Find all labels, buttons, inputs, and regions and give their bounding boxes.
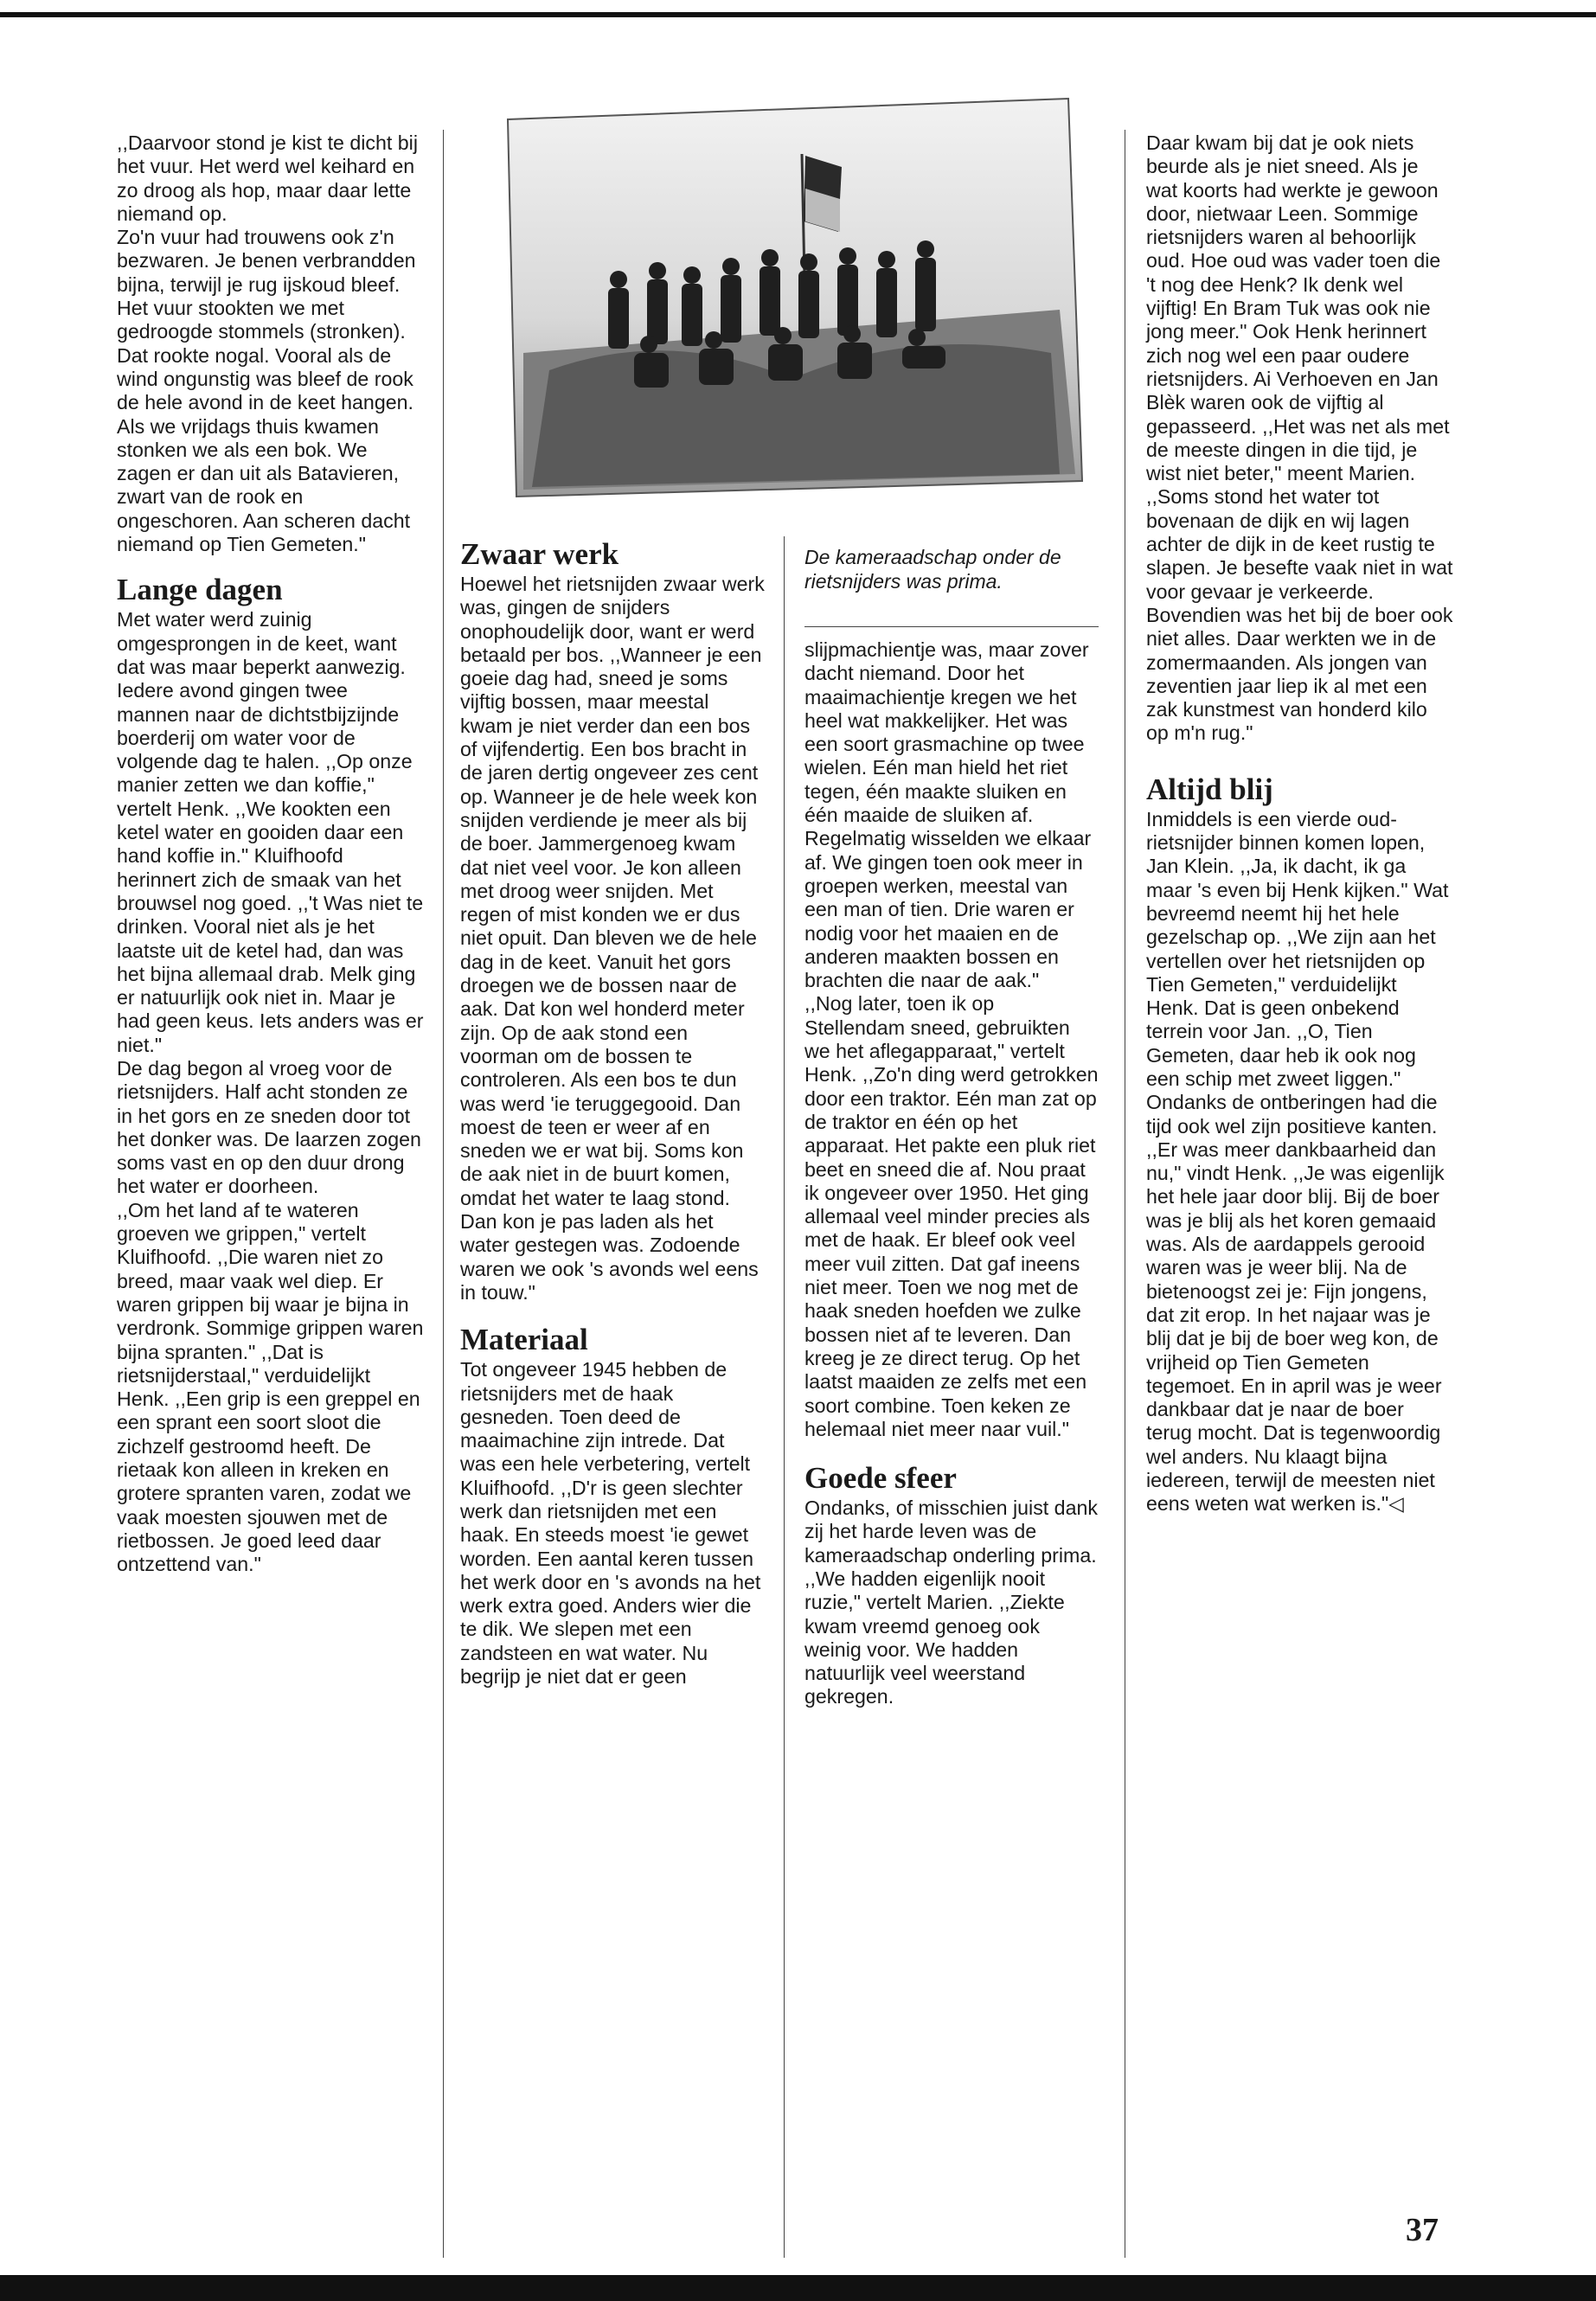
top-border-line [0, 12, 1596, 17]
column-1 [117, 131, 424, 1577]
section-heading-materiaal: Materiaal [460, 1323, 588, 1357]
column-4 [1146, 131, 1453, 1516]
paragraph: Met water werd zuinig omgesprongen in de keet, want dat was maar beperkt aanwezig. Iedere avond gingen twee mannen naar de dichtstbijzijnde boerderij om water voor de volgende dag te halen. ,,Op onze manier zetten we dan koffie," vertelt Henk. ,,We kookten een ketel water en gooiden daar een hand koffie in." Kluifhoofd herinnert zich de smaak van het brouwsel nog goed. ,,'t Was niet te drinken. Vooral niet als je het laatste uit de ketel had, dan was het bijna allemaal drab. Melk ging er natuurlijk ook niet in. Maar je had geen keus. Iets anders was er niet." [117, 608, 424, 1056]
paragraph: slijpmachientje was, maar zover dacht niemand. Door het maaimachientje kregen we het heel wat makkelijker. Het was een soort grasmachine op twee wielen. Eén man hield het riet tegen, één maakte sluiken en één maaide de sluiken af. Regelmatig wisselden we elkaar af. We gingen toen ook meer in groepen werken, meestal van een man of tien. Drie waren er nodig voor het maaien en de anderen maakten bossen en brachten die naar de aak." [804, 638, 1092, 992]
paragraph: Daar kwam bij dat je ook niets beurde als je niet sneed. Als je wat koorts had werkte je gewoon door, nietwaar Leen. Sommige rietsnijders waren al behoorlijk oud. Hoe oud was vader toen die 't nog dee Henk? Ik denk wel vijftig! En Bram Tuk was ook nie jong meer." Ook Henk herinnert zich nog wel een paar oudere rietsnijders. Ai Verhoeven en Jan Blèk waren ook de vijftig al gepasseerd. ,,Het was net als met de meeste dingen in die tijd, je wist niet beter," meent Marien. ,,Soms stond het water tot bovenaan de dijk en wij lagen achter de dijk in de keet rustig te slapen. Je besefte vaak niet in wat voor gevaar je verkeerde. Bovendien was het bij de boer ook niet alles. Daar werkten we in de zomermaanden. Als jongen van zeventien jaar liep ik al met een zak kunstmest van honderd kilo op m'n rug." [1146, 131, 1453, 745]
caption-underline [804, 626, 1099, 627]
section-heading-lange-dagen: Lange dagen [117, 573, 283, 607]
group-photo [497, 93, 1086, 500]
column-2 [460, 536, 765, 1689]
page-number: 37 [1406, 2212, 1439, 2248]
paragraph: De dag begon al vroeg voor de rietsnijders. Half acht stonden ze in het gors en ze sneden door tot het donker was. De laarzen zogen soms vast en op den duur drong het water er doorheen. [117, 1056, 421, 1198]
photo-caption: De kameraadschap onder de rietsnijders was prima. [804, 546, 1061, 593]
bottom-border-bar [0, 2275, 1596, 2301]
column-divider [784, 536, 785, 2258]
paragraph: Inmiddels is een vierde oud-rietsnijder binnen komen lopen, Jan Klein. ,,Ja, ik dacht, ik ga maar 's even bij Henk kijken." Wat bevreemd neemt hij het hele gezelschap op. ,,We zijn aan het vertellen over het rietsnijden op Tien Gemeten," verduidelijkt Henk. Dat is geen onbekend terrein voor Jan. ,,O, Tien Gemeten, daar heb ik ook nog een schip met zweet liggen." Ondanks de ontberingen had die tijd ook wel zijn positieve kanten. ,,Er was meer dankbaarheid dan nu," vindt Henk. ,,Je was eigenlijk het hele jaar door blij. Bij de boer was je blij als het koren gemaaid was. Als de aardappels gerooid waren was je weer blij. Na de bietenoogst zei je: Fijn jongens, dat zit erop. In het najaar was je blij dat je bij de boer weg kon, de vrijheid op Tien Gemeten tegemoet. En in april was je weer dankbaar dat je naar de boer terug mocht. Dat is tegenwoordig wel anders. Nu klaagt bijna iedereen, terwijl de meesten niet eens weten wat werken is."◁ [1146, 807, 1449, 1516]
section-heading-goede-sfeer: Goede sfeer [804, 1461, 957, 1496]
group-photo-image [497, 93, 1086, 500]
paragraph: Tot ongeveer 1945 hebben de rietsnijders met de haak gesneden. Toen deed de maaimachine zijn intrede. Dat was een hele verbetering, vertelt Kluifhoofd. ,,D'r is geen slechter werk dan rietsnijden met een haak. En steeds moest 'ie gewet worden. Een aantal keren tussen het werk door en 's avonds na het werk extra goed. Anders wier die te dik. We slepen met een zandsteen en wat water. Nu begrijp je niet dat er geen [460, 1358, 761, 1689]
column-3 [804, 638, 1099, 1709]
section-heading-zwaar-werk: Zwaar werk [460, 537, 619, 571]
paragraph: Ondanks, of misschien juist dank zij het harde leven was de kameraadschap onderling prima. ,,We hadden eigenlijk nooit ruzie," vertelt Marien. ,,Ziekte kwam vreemd genoeg ook weinig voor. We hadden natuurlijk veel weerstand gekregen. [804, 1497, 1098, 1708]
paragraph: ,,Nog later, toen ik op Stellendam sneed, gebruikten we het aflegapparaat," vertelt Henk. ,,Zo'n ding werd getrokken door een traktor. Eén man zat op de traktor en één op het apparaat. Het pakte een pluk riet beet en sneed die af. Nou praat ik ongeveer over 1950. Het ging allemaal veel minder precies als met de haak. Er bleef ook veel meer vuil zitten. Dat gaf ineens niet meer. Toen we nog met de haak sneden hoefden we zulke bossen niet af te leveren. Dan kreeg je ze direct terug. Op het laatst maaiden ze zelfs met een soort combine. Toen keken ze helemaal niet meer naar vuil." [804, 992, 1099, 1440]
column-divider [443, 130, 444, 2258]
paragraph: ,,Daarvoor stond je kist te dicht bij het vuur. Het werd wel keihard en zo droog als hop, maar daar lette niemand op. [117, 131, 418, 225]
section-heading-altijd-blij: Altijd blij [1146, 772, 1273, 806]
paragraph: ,,Om het land af te wateren groeven we grippen," vertelt Kluifhoofd. ,,Die waren niet zo breed, maar vaak wel diep. Er waren grippen bij waar je bijna in verdronk. Sommige grippen waren bijna spranten." ,,Dat is rietsnijderstaal," verduidelijkt Henk. ,,Een grip is een greppel en een sprant een soort sloot die zichzelf gestroomd heeft. De rietaak kon alleen in kreken en grotere spranten varen, zodat we vaak moesten sjouwen met de rietbossen. Je goed leed daar ontzettend van." [117, 1198, 424, 1576]
paragraph: Hoewel het rietsnijden zwaar werk was, gingen de snijders onophoudelijk door, want er werd betaald per bos. ,,Wanneer je een goeie dag had, sneed je soms vijftig bossen, maar meestal kwam je niet verder dan een bos of vijfendertig. Een bos bracht in de jaren dertig ongeveer zes cent op. Wanneer je de hele week kon snijden verdiende je meer als bij de boer. Jammergenoeg kwam dat niet veel voor. Je kon alleen met droog weer snijden. Met regen of mist konden we er dus niet opuit. Dan bleven we de hele dag in de keet. Vanuit het gors droegen we de bossen naar de aak. Dat kon wel honderd meter zijn. Op de aak stond een voorman om de bossen te controleren. Als een bos te dun was werd 'ie teruggegooid. Dan moest de teen er weer af en sneden we er wat bij. Soms kon de aak niet in de buurt komen, omdat het water te laag stond. Dan kon je pas laden als het water gestegen was. Zodoende waren we ook 's avonds wel eens in touw." [460, 573, 765, 1304]
paragraph: Zo'n vuur had trouwens ook z'n bezwaren. Je benen verbrandden bijna, terwijl je rug ijskoud bleef. Het vuur stookten we met gedroogde stommels (stronken). Dat rookte nogal. Vooral als de wind ongunstig was bleef de rook de hele avond in de keet hangen. Als we vrijdags thuis kwamen stonken we als een bok. We zagen er dan uit als Batavieren, zwart van de rook en ongeschoren. Aan scheren dacht niemand op Tien Gemeten." [117, 226, 416, 556]
